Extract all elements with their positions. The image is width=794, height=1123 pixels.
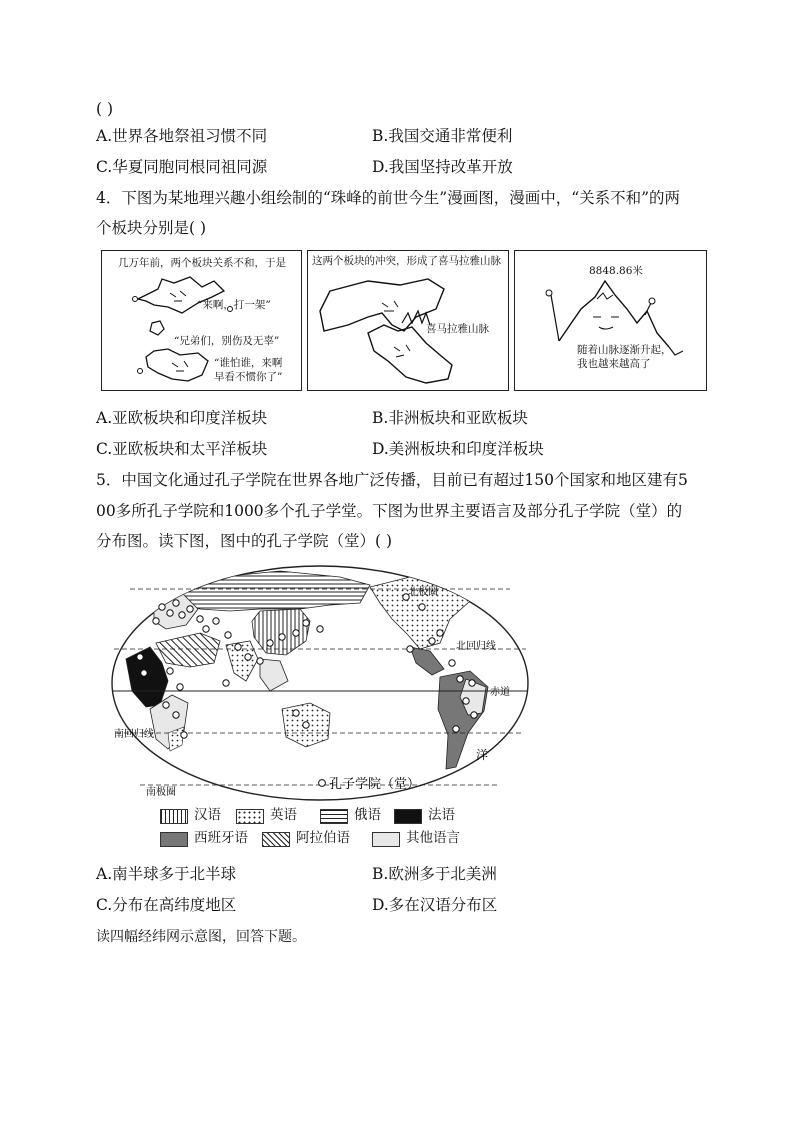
panel3-text-line1: 随着山脉逐渐升起， [577, 344, 672, 356]
q3-option-a: A.世界各地祭祖习惯不同 [96, 127, 268, 145]
q4-option-c: C.亚欧板块和太平洋板块 [96, 440, 268, 458]
panel1-bubble3-line2: 早看不惯你了” [214, 371, 283, 383]
map-label-tropic-cancer: 北回归线 [456, 641, 496, 652]
panel2-caption: 这两个板块的冲突，形成了喜马拉雅山脉 [312, 255, 501, 267]
legend-swatch-other [372, 832, 400, 847]
q3-option-d: D.我国坚持改革开放 [372, 158, 513, 176]
next-question-stem: 读四幅经纬网示意图，回答下题。 [96, 929, 306, 945]
legend-label-other: 其他语言 [406, 830, 460, 846]
comic-panel-2 [307, 250, 509, 391]
question-5-stem-line2: 00多所孔子学院和1000多个孔子学堂。下图为世界主要语言及部分孔子学院（堂）的 [96, 502, 683, 520]
q4-option-d: D.美洲板块和印度洋板块 [372, 440, 544, 458]
panel3-height: 8848.86米 [589, 265, 643, 277]
world-language-map [110, 563, 530, 803]
legend-label-russian: 俄语 [354, 807, 381, 823]
panel3-text-line2: 我也越来越高了 [577, 358, 651, 370]
question-4-stem-line1: 4．下图为某地理兴趣小组绘制的“珠峰的前世今生”漫画图，漫画中，“关系不和”的两 [96, 189, 681, 207]
legend-swatch-chinese [160, 809, 188, 824]
map-label-antarctic: 南极圈 [146, 787, 176, 798]
question-4-stem-line2: 个板块分别是( ) [96, 219, 207, 237]
legend-label-chinese: 汉语 [194, 807, 221, 823]
q3-option-c: C.华夏同胞同根同祖同源 [96, 158, 268, 176]
institute-marker-legend [319, 780, 326, 787]
panel1-bubble1: “来啊，打一架” [197, 299, 271, 311]
legend-label-french: 法语 [428, 807, 455, 823]
q4-option-b: B.非洲板块和亚欧板块 [372, 409, 528, 427]
map-label-tropic-capricorn: 南回归线 [114, 729, 154, 740]
legend-swatch-russian [320, 809, 348, 824]
q4-option-a: A.亚欧板块和印度洋板块 [96, 409, 268, 427]
question-5-stem-line1: 5．中国文化通过孔子学院在世界各地广泛传播，目前已有超过150个国家和地区建有5 [96, 471, 688, 489]
legend-swatch-arabic [262, 832, 290, 847]
panel1-bubble2: “兄弟们，别伤及无辜” [174, 335, 280, 347]
map-label-institute: 孔子学院（堂） [329, 777, 421, 792]
q5-option-a: A.南半球多于北半球 [96, 865, 237, 883]
legend-label-arabic: 阿拉伯语 [296, 830, 350, 846]
panel1-bubble3-line1: “谁怕谁，来啊 [214, 357, 283, 369]
map-label-ocean: 洋 [476, 748, 489, 762]
legend-swatch-spanish [160, 832, 188, 847]
q5-option-d: D.多在汉语分布区 [372, 896, 498, 914]
legend-label-spanish: 西班牙语 [194, 830, 248, 846]
legend-label-english: 英语 [270, 807, 297, 823]
question-5-stem-line3: 分布图。读下图，图中的孔子学院（堂）( ) [96, 532, 393, 550]
q5-option-b: B.欧洲多于北美洲 [372, 865, 497, 883]
map-label-arctic: 北极圈 [408, 587, 438, 598]
panel1-caption: 几万年前，两个板块关系不和，于是 [118, 257, 286, 269]
legend-swatch-french [394, 809, 422, 824]
q5-option-c: C.分布在高纬度地区 [96, 896, 237, 914]
map-label-equator: 赤道 [490, 687, 510, 698]
question-3-bracket: ( ) [96, 100, 114, 118]
panel2-himalaya-label: 喜马拉雅山脉 [426, 323, 489, 335]
legend-swatch-english [236, 809, 264, 824]
panel2-drawing [308, 251, 508, 390]
comic-panel-1 [101, 250, 302, 391]
q3-option-b: B.我国交通非常便利 [372, 127, 513, 145]
comic-panel-3 [514, 250, 707, 391]
